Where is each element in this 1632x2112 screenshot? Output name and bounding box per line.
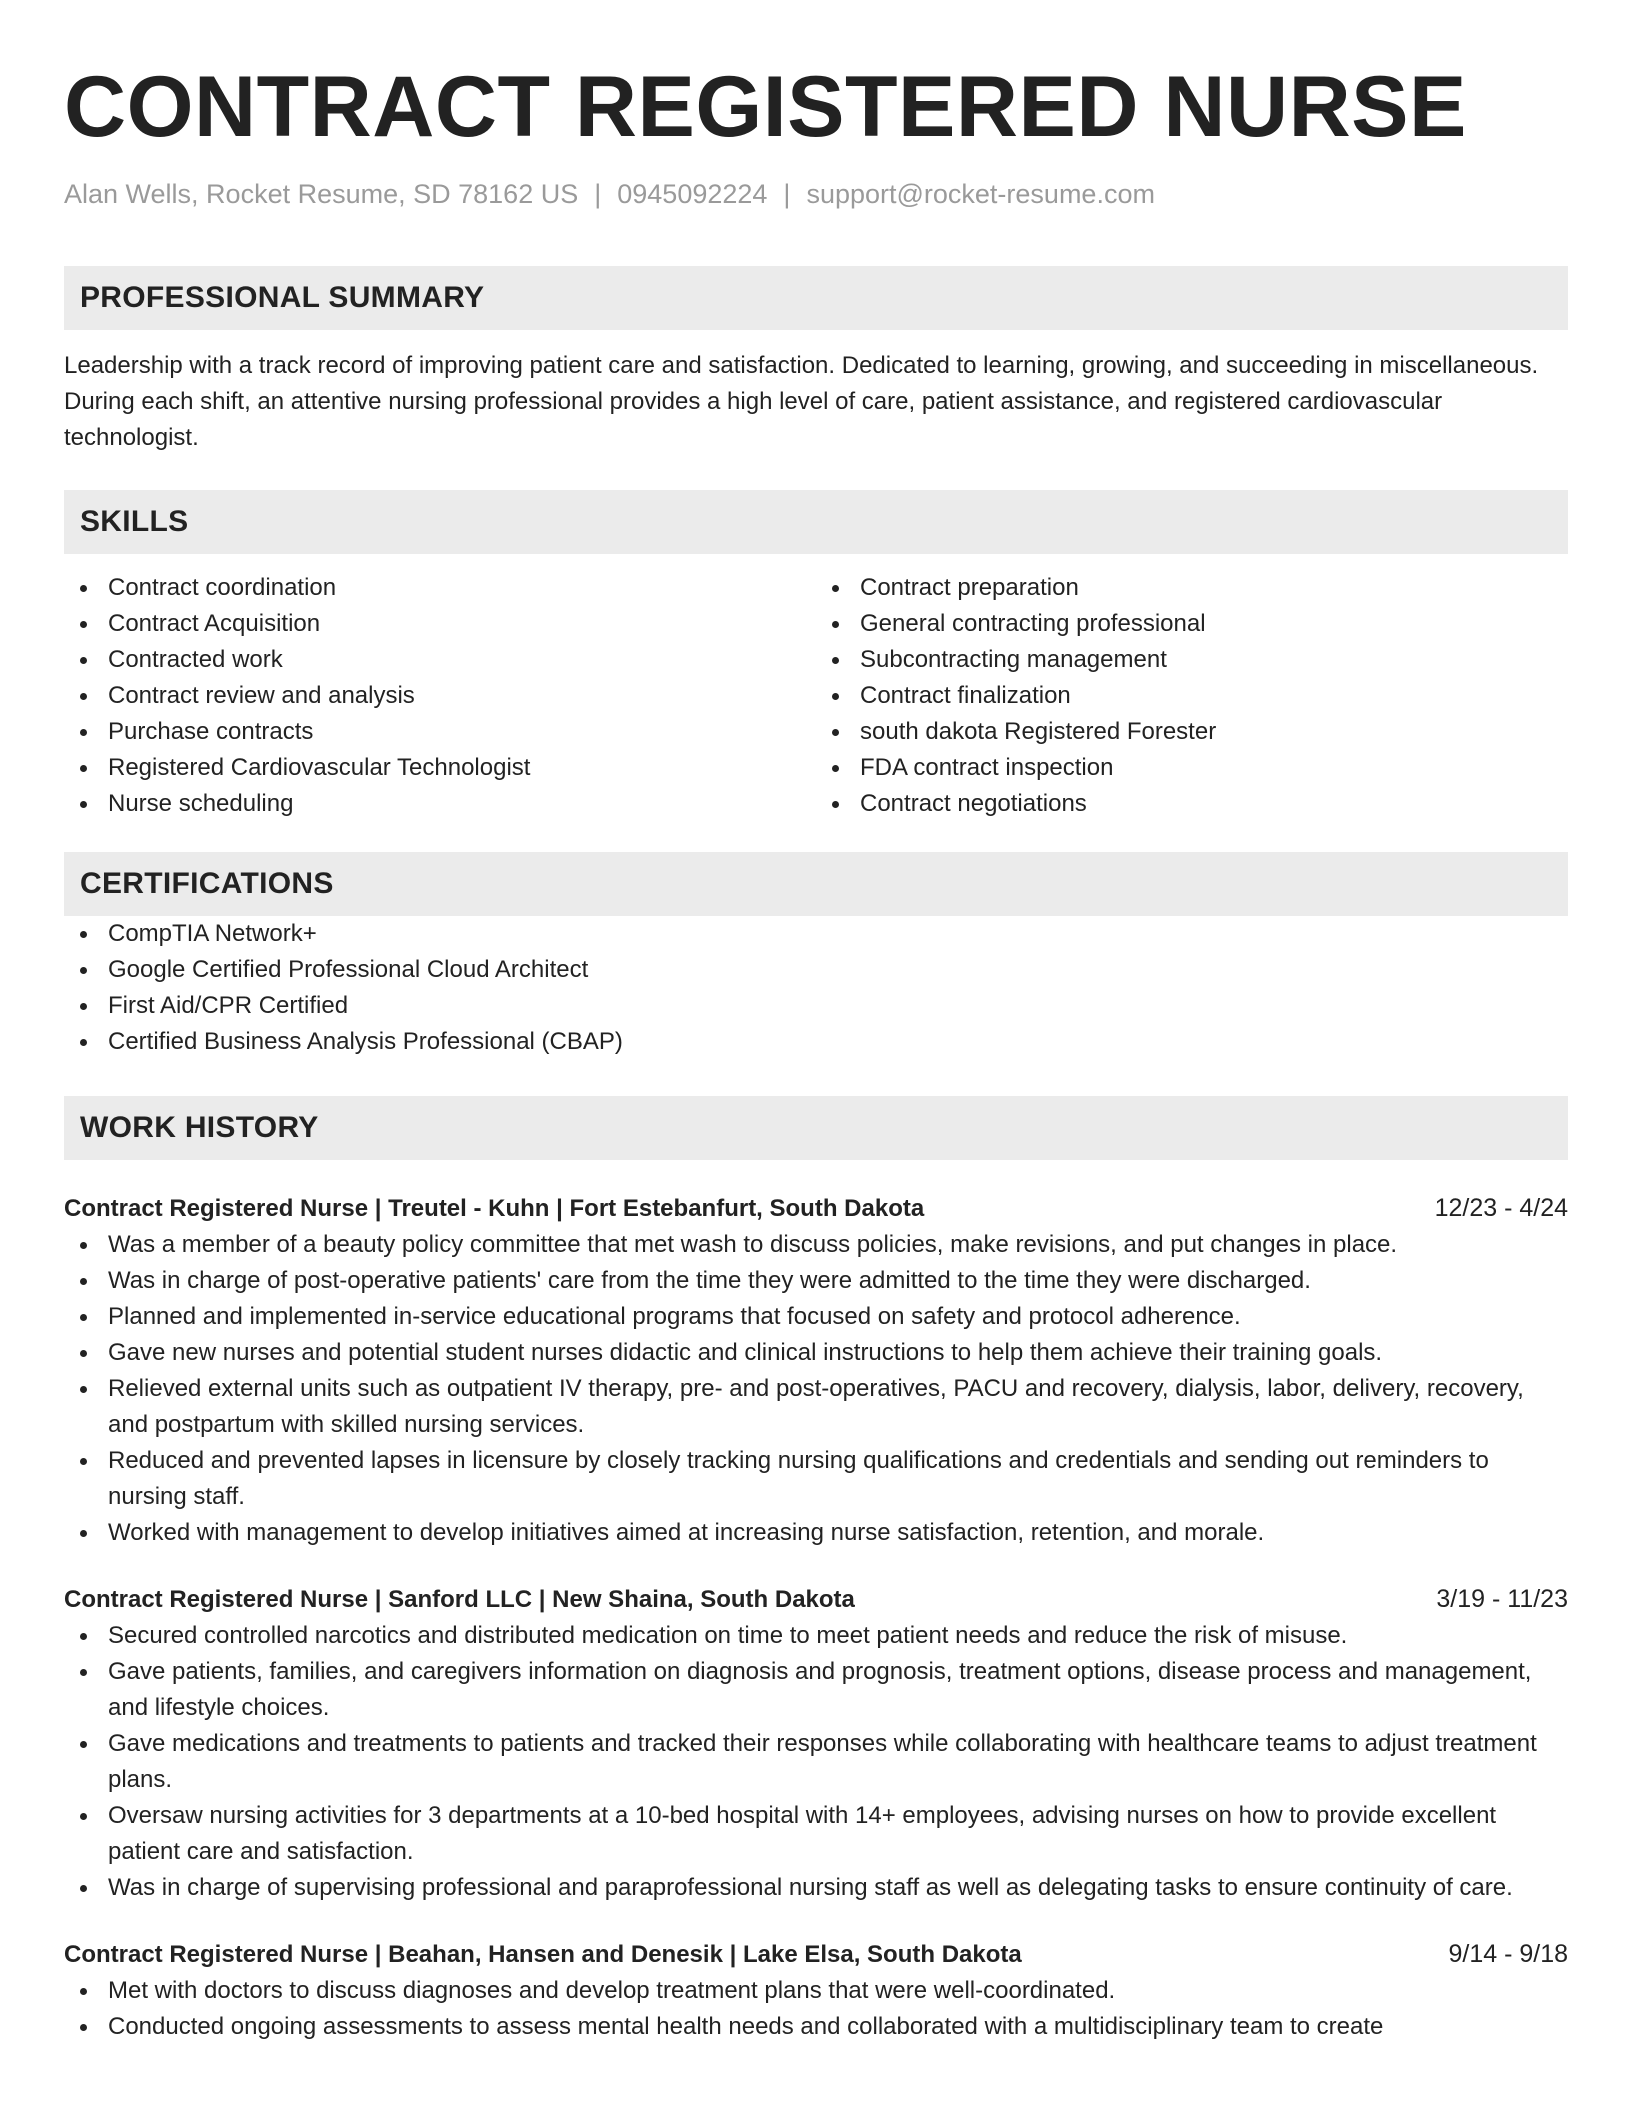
job-bullet: Gave new nurses and potential student nurses didactic and clinical instructions to help them achieve their training goals. [64, 1335, 1568, 1371]
job-bullet: Was in charge of post-operative patients' care from the time they were admitted to the time they were discharged. [64, 1263, 1568, 1299]
certifications-list [64, 916, 1568, 1060]
job-bullet: Relieved external units such as outpatient IV therapy, pre- and post-operatives, PACU and recovery, dialysis, labor, delivery, recovery, and postpartum with skilled nursing services. [64, 1371, 1568, 1443]
skill-item: Subcontracting management [816, 642, 1568, 678]
skill-item: Registered Cardiovascular Technologist [64, 750, 816, 786]
job-bullet: Worked with management to develop initiatives aimed at increasing nurse satisfaction, retention, and morale. [64, 1515, 1568, 1551]
contact-phone: 0945092224 [617, 179, 768, 209]
skill-item: FDA contract inspection [816, 750, 1568, 786]
job-entry [64, 1190, 1568, 1551]
job-bullet: Met with doctors to discuss diagnoses and develop treatment plans that were well-coordinated. [64, 1973, 1568, 2009]
skill-item: Nurse scheduling [64, 786, 816, 822]
skills-list-right [816, 570, 1568, 822]
job-header [64, 1190, 1568, 1227]
summary-text: Leadership with a track record of improving patient care and satisfaction. Dedicated to learning, growing, and succeeding in miscellaneous. During each shift, an attentive nursing professional provides a high level of care, patient assistance, and registered cardiovascular technologist. [64, 352, 1539, 452]
job-bullet: Oversaw nursing activities for 3 departments at a 10-bed hospital with 14+ employees, advising nurses on how to provide excellent patient care and satisfaction. [64, 1798, 1568, 1870]
skill-item: Contract finalization [816, 678, 1568, 714]
skill-item: Contract coordination [64, 570, 816, 606]
skill-item: Contract review and analysis [64, 678, 816, 714]
contact-email: support@rocket-resume.com [806, 179, 1155, 209]
contact-line [64, 178, 1568, 210]
contact-separator: | [594, 179, 602, 209]
job-dates: 9/14 - 9/18 [1448, 1940, 1568, 1969]
section-heading-certifications: CERTIFICATIONS [64, 852, 1568, 916]
skill-item: Purchase contracts [64, 714, 816, 750]
job-entry [64, 1936, 1568, 2045]
skill-item: Contract negotiations [816, 786, 1568, 822]
skills-list-left [64, 570, 816, 822]
job-bullet: Reduced and prevented lapses in licensure by closely tracking nursing qualifications and credentials and sending out reminders to nursing staff. [64, 1443, 1568, 1515]
certification-item: Google Certified Professional Cloud Architect [64, 952, 1568, 988]
skill-item: south dakota Registered Forester [816, 714, 1568, 750]
contact-separator: | [783, 179, 791, 209]
job-bullet: Was in charge of supervising professional and paraprofessional nursing staff as well as delegating tasks to ensure continuity of care. [64, 1870, 1568, 1906]
certification-item: CompTIA Network+ [64, 916, 1568, 952]
job-bullet: Gave patients, families, and caregivers information on diagnosis and prognosis, treatment options, disease process and management, and lifestyle choices. [64, 1654, 1568, 1726]
job-bullets [64, 1227, 1568, 1551]
job-header [64, 1581, 1568, 1618]
job-bullet: Planned and implemented in-service educational programs that focused on safety and protocol adherence. [64, 1299, 1568, 1335]
job-title: Contract Registered Nurse | Treutel - Kuhn | Fort Estebanfurt, South Dakota [64, 1195, 925, 1223]
section-heading-work-history: WORK HISTORY [64, 1096, 1568, 1160]
certification-item: First Aid/CPR Certified [64, 988, 1568, 1024]
skill-item: General contracting professional [816, 606, 1568, 642]
skills-columns [64, 570, 1568, 822]
contact-address: Alan Wells, Rocket Resume, SD 78162 US [64, 179, 579, 209]
job-bullets [64, 1973, 1568, 2045]
job-dates: 12/23 - 4/24 [1434, 1194, 1568, 1223]
job-bullet: Gave medications and treatments to patients and tracked their responses while collaborating with healthcare teams to adjust treatment plans. [64, 1726, 1568, 1798]
skill-item: Contract Acquisition [64, 606, 816, 642]
skill-item: Contracted work [64, 642, 816, 678]
section-heading-skills: SKILLS [64, 490, 1568, 554]
job-entry [64, 1581, 1568, 1906]
job-bullets [64, 1618, 1568, 1906]
job-bullet: Conducted ongoing assessments to assess mental health needs and collaborated with a multidisciplinary team to create [64, 2009, 1568, 2045]
job-dates: 3/19 - 11/23 [1436, 1585, 1568, 1614]
job-bullet: Was a member of a beauty policy committee that met wash to discuss policies, make revisions, and put changes in place. [64, 1227, 1568, 1263]
job-title: Contract Registered Nurse | Beahan, Hansen and Denesik | Lake Elsa, South Dakota [64, 1941, 1022, 1969]
job-bullet: Secured controlled narcotics and distributed medication on time to meet patient needs and reduce the risk of misuse. [64, 1618, 1568, 1654]
certification-item: Certified Business Analysis Professional (CBAP) [64, 1024, 1568, 1060]
resume-title: CONTRACT REGISTERED NURSE [64, 59, 1467, 155]
skill-item: Contract preparation [816, 570, 1568, 606]
section-heading-summary: PROFESSIONAL SUMMARY [64, 266, 1568, 330]
job-title: Contract Registered Nurse | Sanford LLC | New Shaina, South Dakota [64, 1586, 855, 1614]
job-header [64, 1936, 1568, 1973]
